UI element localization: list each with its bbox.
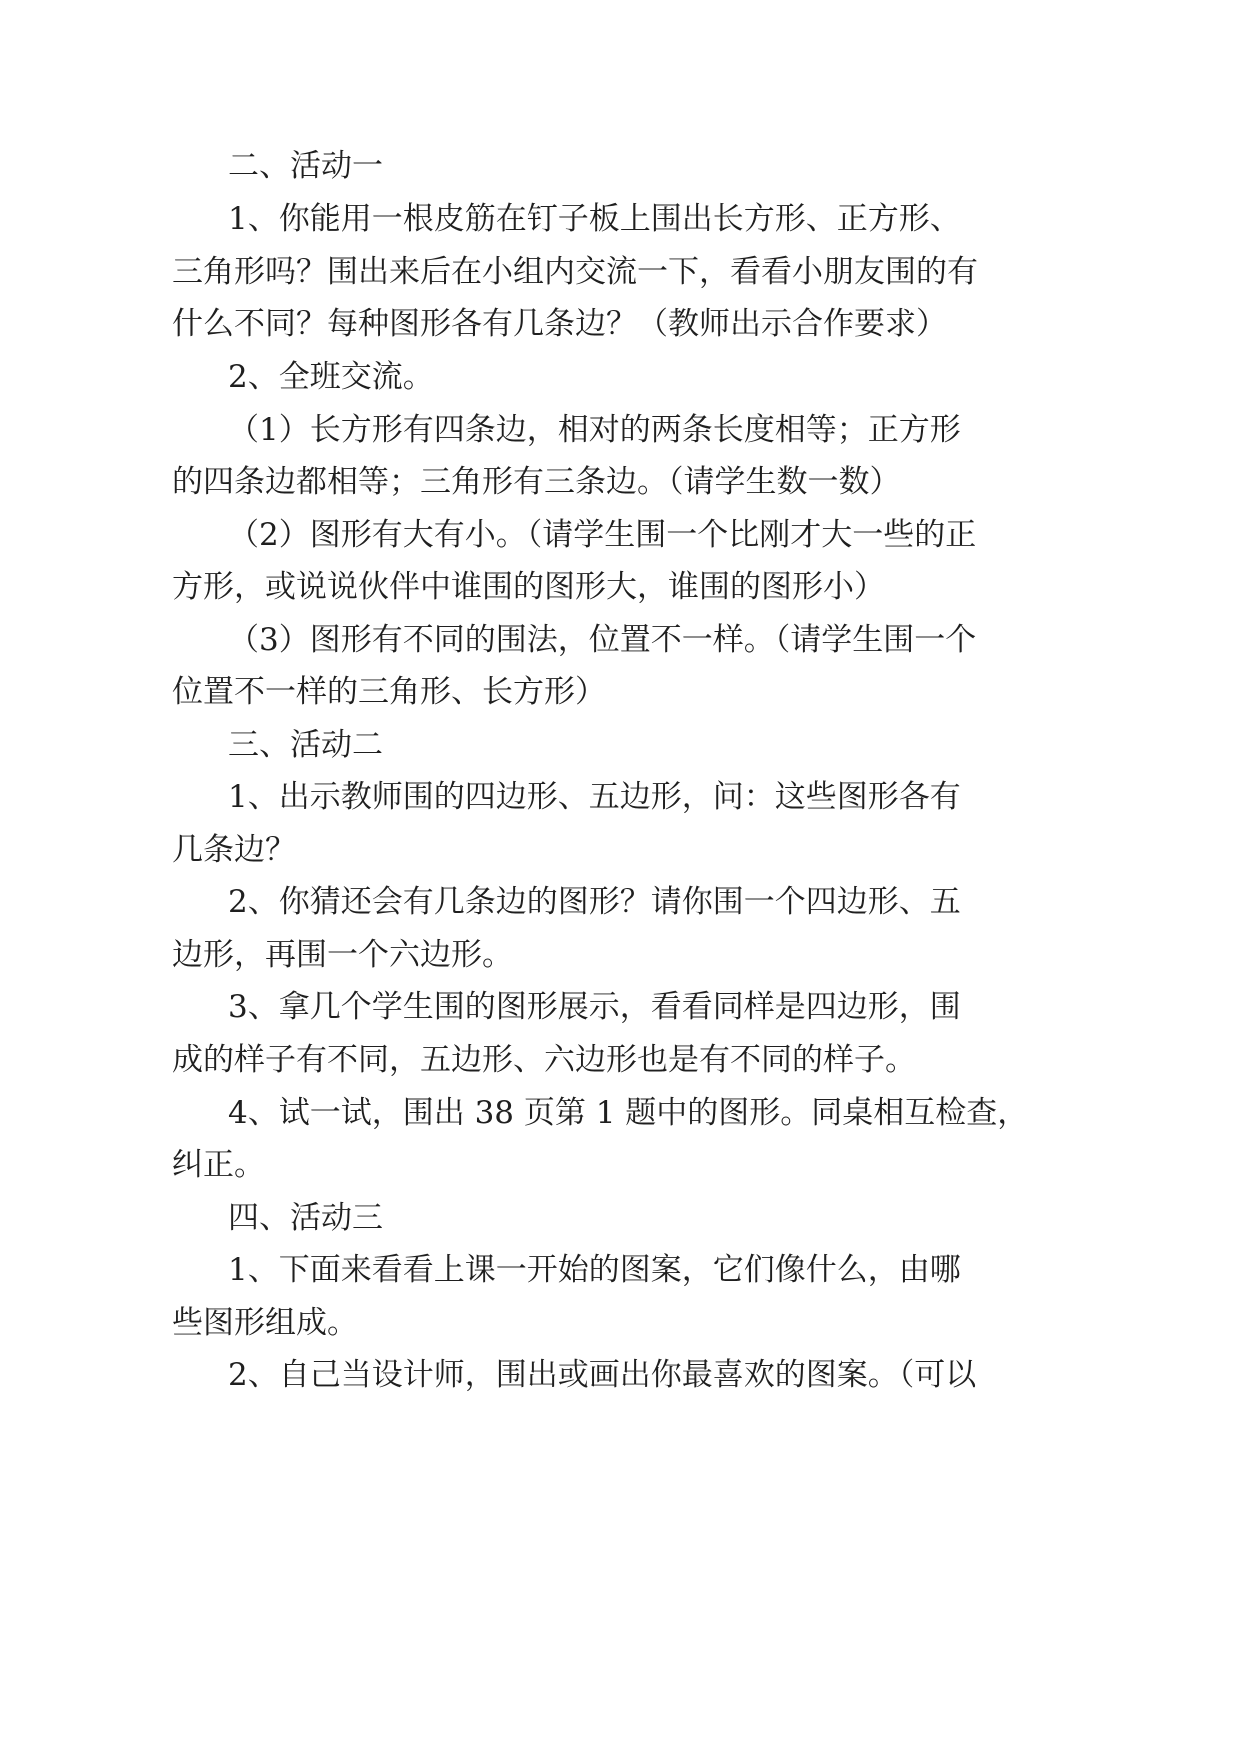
heading-activity-two: 三、活动二: [228, 727, 383, 763]
paragraph-line: 2、你猜还会有几条边的图形？请你围一个四边形、五: [228, 884, 961, 920]
paragraph-line: （1）长方形有四条边，相对的两条长度相等；正方形: [228, 412, 961, 448]
heading-activity-one: 二、活动一: [228, 148, 383, 184]
paragraph-line: 的四条边都相等；三角形有三条边。（请学生数一数）: [172, 464, 901, 500]
paragraph-line: 2、自己当设计师，围出或画出你最喜欢的图案。（可以: [228, 1357, 977, 1393]
paragraph-line: 方形，或说说伙伴中谁围的图形大，谁围的图形小）: [172, 569, 885, 605]
paragraph-line: （2）图形有大有小。（请学生围一个比刚才大一些的正: [228, 517, 977, 553]
paragraph-line: 位置不一样的三角形、长方形）: [172, 674, 606, 710]
paragraph-line: 1、出示教师围的四边形、五边形，问：这些图形各有: [228, 779, 961, 815]
paragraph-line: 纠正。: [172, 1147, 265, 1183]
paragraph-line: 什么不同？每种图形各有几条边？（教师出示合作要求）: [172, 306, 947, 342]
heading-activity-three: 四、活动三: [228, 1200, 383, 1236]
paragraph-line: 边形，再围一个六边形。: [172, 937, 513, 973]
paragraph-line: 4、试一试，围出 38 页第 1 题中的图形。同桌相互检查，: [228, 1095, 1029, 1131]
paragraph-line: 成的样子有不同，五边形、六边形也是有不同的样子。: [172, 1042, 916, 1078]
paragraph-line: 三角形吗？围出来后在小组内交流一下，看看小朋友围的有: [172, 254, 978, 290]
paragraph-line: 3、拿几个学生围的图形展示，看看同样是四边形，围: [228, 989, 961, 1025]
paragraph-line: 1、下面来看看上课一开始的图案，它们像什么，由哪: [228, 1252, 961, 1288]
paragraph-line: 2、全班交流。: [228, 359, 434, 395]
paragraph-line: （3）图形有不同的围法，位置不一样。（请学生围一个: [228, 622, 977, 658]
paragraph-line: 些图形组成。: [172, 1305, 358, 1341]
paragraph-line: 1、你能用一根皮筋在钉子板上围出长方形、正方形、: [228, 201, 961, 237]
paragraph-line: 几条边？: [172, 832, 296, 868]
